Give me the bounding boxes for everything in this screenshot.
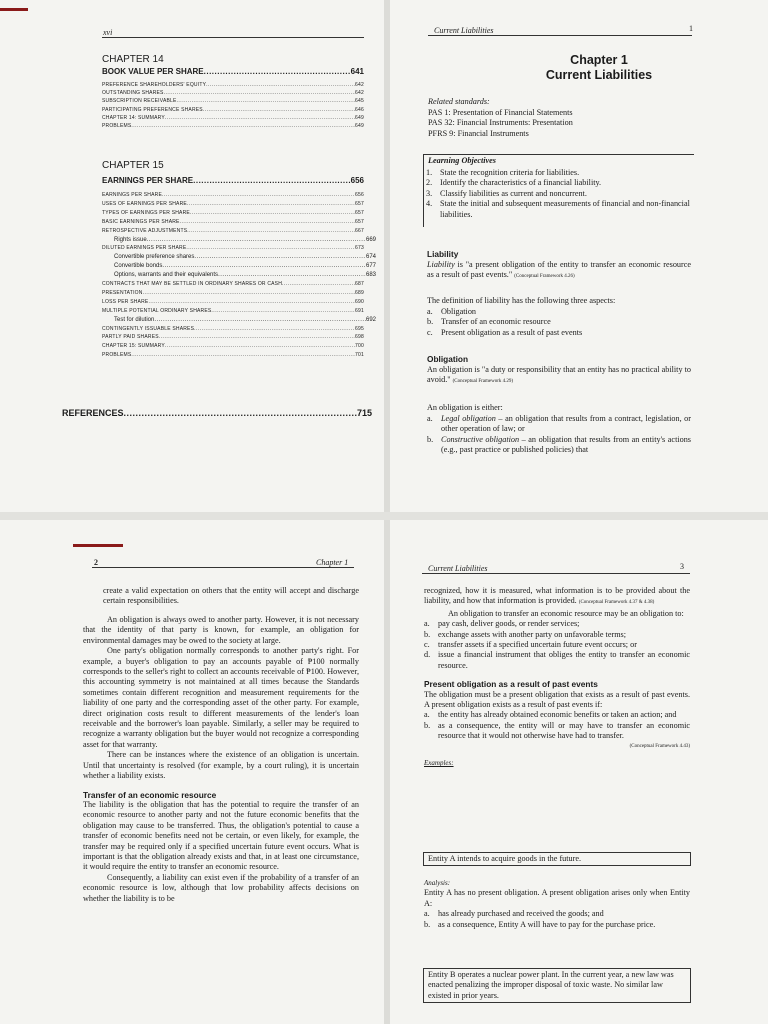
- analysis-block: [424, 878, 690, 930]
- page-number: 3: [680, 562, 684, 571]
- toc-entry: [102, 281, 364, 287]
- running-header: Chapter 1: [316, 558, 349, 567]
- past-event-item: a. the entity has already obtained economic benefits or taken an action; and: [424, 710, 677, 720]
- either-intro: An obligation is either:: [427, 403, 503, 412]
- toc-entry-text: BASIC EARNINGS PER SHARE: [102, 218, 180, 225]
- continuation-paragraph: recognized, how it is measured, what information is to be provided about the liability, and how that information is provided. (Conceptual Framework 4.37 & 4.38): [424, 586, 690, 606]
- toc-entry-text: PREFERENCE SHAREHOLDERS' EQUITY: [102, 82, 207, 88]
- leader-dots: [165, 115, 355, 121]
- leader-dots: [187, 201, 355, 207]
- toc-entry-text: PRESENTATION: [102, 289, 143, 296]
- page-1-body: [390, 240, 768, 512]
- leader-dots: [131, 352, 355, 358]
- toc-entry-text: CHAPTER 14: SUMMARY: [102, 114, 165, 121]
- continuation-paragraph: create a valid expectation on others that the entity will accept and discharge certain responsibilities.: [103, 586, 359, 606]
- leader-dots: [147, 237, 366, 243]
- toc-entry: [102, 254, 376, 260]
- toc-entry-page: 698: [355, 334, 364, 341]
- toc-entry-page: 674: [365, 254, 376, 261]
- header-rule: [422, 573, 690, 574]
- leader-dots: [124, 408, 357, 418]
- toc-entry-page: 687: [355, 281, 364, 287]
- toc-entry-text: LOSS PER SHARE: [102, 298, 149, 305]
- page-flag-mark: [73, 544, 123, 547]
- toc-entry-text: CHAPTER 15: SUMMARY: [102, 343, 165, 350]
- transfer-item: b. exchange assets with another party on unfavorable terms;: [424, 629, 627, 639]
- toc-entry-text: REFERENCES: [62, 408, 124, 418]
- toc-entry-text: Convertible preference shares: [114, 254, 195, 261]
- toc-entry-page: 691: [355, 307, 364, 314]
- header-rule: [102, 37, 364, 38]
- toc-entry-text: PARTLY PAID SHARES: [102, 334, 159, 341]
- paragraph: An obligation is always owed to another party. However, it is not necessary that the identity of that party is known, for example, an obligation for environmental damages may be owed to the society at large.: [83, 615, 359, 645]
- either-list: [427, 414, 691, 456]
- leader-dots: [180, 219, 355, 225]
- past-event-item: b. as a consequence, the entity will or may have to transfer an economic resource that it would not otherwise have had to transfer.: [424, 720, 690, 741]
- learning-objectives-list: [426, 168, 694, 220]
- toc-entry-text: EARNINGS PER SHARE: [102, 192, 163, 198]
- toc-entry: [102, 343, 364, 349]
- transfer-item: d. issue a financial instrument that obliges the entity to transfer an economic resource.: [424, 650, 690, 670]
- running-header: Current Liabilities: [428, 564, 488, 573]
- toc-entry-page: 683: [365, 272, 376, 279]
- toc-entry: [102, 263, 376, 269]
- paragraph: Consequently, a liability can exist even if the probability of a transfer of an economic resource is low, although that low probability affects decisions on whether the liability is to be: [83, 872, 359, 903]
- toc-entry-page: 657: [355, 218, 364, 225]
- analysis-item: a. has already purchased and received the goods; and: [424, 909, 604, 919]
- obligation-type-item: b. Constructive obligation – an obligation that results from an entity's actions (e.g., past practice or published policies) that: [427, 434, 691, 455]
- toc-entry-text: PROBLEMS: [102, 123, 132, 129]
- leader-dots: [204, 67, 351, 76]
- toc-entry: [102, 228, 364, 234]
- toc-entry-text: Test for dilution: [114, 316, 155, 323]
- chapter-title: Current Liabilities: [545, 68, 653, 82]
- toc-entry-text: PARTICIPATING PREFERENCE SHARES: [102, 106, 203, 113]
- transfer-heading: Transfer of an economic resource: [83, 789, 217, 800]
- toc-entry-page: 667: [355, 227, 364, 234]
- toc-entry-text: CONTINGENTLY ISSUABLE SHARES: [102, 325, 195, 332]
- toc-entry: [102, 308, 364, 314]
- past-events-heading: Present obligation as a result of past events: [424, 679, 598, 690]
- objective-item: 3. Classify liabilities as current and noncurrent.: [426, 188, 587, 198]
- analysis-item: b. as a consequence, Entity A will have to pay for the purchase price.: [424, 919, 656, 929]
- toc-entry: [102, 334, 364, 340]
- toc-entry-page: 649: [355, 114, 364, 121]
- toc-entry-page: 642: [355, 90, 364, 97]
- toc-page: [0, 0, 384, 512]
- leader-dots: [211, 308, 355, 314]
- aspect-item: c. Present obligation as a result of past events: [427, 327, 583, 337]
- leader-dots: [203, 107, 355, 113]
- toc-entry: [102, 115, 364, 121]
- toc-entry-text: BOOK VALUE PER SHARE: [102, 67, 204, 76]
- toc-entry-text: CONTRACTS THAT MAY BE SETTLED IN ORDINARY SHARES OR CASH: [102, 281, 283, 287]
- aspect-item: a. Obligation: [427, 307, 477, 316]
- analysis-label: Analysis:: [424, 879, 451, 887]
- toc-entry-text: PROBLEMS: [102, 352, 132, 359]
- past-events-paragraph: The obligation must be a present obligation that exists as a result of past events. A present obligation exists as a result of past events if:: [424, 689, 690, 710]
- leader-dots: [162, 263, 366, 269]
- toc-chapter-14-label: CHAPTER 14: [102, 54, 164, 65]
- toc-entry-page: 690: [355, 298, 364, 305]
- objective-item: 4. State the initial and subsequent measurements of financial and non-financial liabilities.: [426, 199, 690, 219]
- aspect-item: b. Transfer of an economic resource: [427, 317, 551, 327]
- toc-entry-text: DILUTED EARNINGS PER SHARE: [102, 245, 187, 252]
- page-number: 2: [94, 558, 98, 567]
- leader-dots: [194, 254, 366, 260]
- chapter-number: Chapter 1: [570, 53, 628, 67]
- toc-entry-page: 656: [350, 176, 364, 185]
- toc-entry: [102, 219, 364, 225]
- toc-entry: [102, 352, 364, 358]
- page-flag-mark: [0, 8, 28, 11]
- paragraph: The liability is the obligation that has the potential to require the transfer of an economic resource to another party and not the future economic benefits that the obligation may cause to be transferred. Thus, the obligation's potential to cause a transfer of economic benefits need not be certain, or even likely, for example, the transfer may be required only if a specified uncertain future event occurs. What is important is that the obligation already exists and that, in at least one circumstance, it would require the entity to transfer an economic resource.: [83, 799, 359, 872]
- toc-entry-page: 669: [365, 236, 376, 243]
- toc-entry-text: TYPES OF EARNINGS PER SHARE: [102, 209, 190, 216]
- leader-dots: [206, 82, 355, 88]
- leader-dots: [186, 245, 355, 251]
- toc-chapter-15-label: CHAPTER 15: [102, 160, 164, 171]
- leader-dots: [143, 290, 355, 296]
- toc-entry: [102, 290, 364, 296]
- toc-entry-text: EARNINGS PER SHARE: [102, 176, 194, 185]
- page-3-content: [424, 586, 690, 769]
- obligation-type-item: a. Legal obligation – an obligation that results from a contract, legislation, or other operation of law; or: [427, 414, 692, 434]
- toc-entry-text: SUBSCRIPTION RECEIVABLE: [102, 98, 177, 105]
- toc-entry-page: 641: [350, 67, 364, 76]
- leader-dots: [154, 317, 366, 323]
- toc-entry: [102, 67, 364, 76]
- toc-entry-page: 673: [355, 245, 364, 252]
- obligation-definition: An obligation is "a duty or responsibility that an entity has no practical ability to avoid." (Conceptual Framework 4.29): [427, 365, 691, 385]
- toc-entry-page: 645: [355, 98, 364, 105]
- toc-entry: [102, 90, 364, 96]
- page-2: [0, 520, 384, 1024]
- paragraph: One party's obligation normally corresponds to another party's right. For example, a buyer's obligation to pay an accounts payable of ₱100 normally corresponds to the seller's right to collect an accounts receivable of ₱100. However, this accounting symmetry is not maintained at all times because the Standards sometimes contain different recognition and measurement requirements for the liability of one party and the corresponding asset of the other party. For example, direct origination costs result to different measurements of the lender's loan receivable and the borrower's loan payable. Similarly, a seller may be required to recognize a warranty obligation but the buyer would not recognize a corresponding asset for that warranty.: [83, 646, 359, 749]
- standard-item: PFRS 9: Financial Instruments: [428, 128, 529, 138]
- page-number: 1: [689, 24, 693, 33]
- leader-dots: [190, 210, 355, 216]
- obligation-heading: Obligation: [427, 354, 469, 364]
- leader-dots: [165, 343, 355, 349]
- leader-dots: [218, 272, 366, 278]
- liability-heading: Liability: [427, 249, 459, 259]
- header-rule: [428, 35, 692, 36]
- toc-entry-page: 692: [365, 316, 376, 323]
- toc-entry-text: Convertible bonds: [114, 263, 163, 270]
- aspects-list: [427, 307, 691, 338]
- toc-entry: [102, 192, 364, 198]
- objective-item: 2. Identify the characteristics of a financial liability.: [426, 178, 602, 188]
- toc-entry-text: MULTIPLE POTENTIAL ORDINARY SHARES: [102, 307, 212, 314]
- paragraph: There can be instances where the existence of an obligation is uncertain. Until that uncertainty is resolved (for example, by a court ruling), it is uncertain whether a liability exists.: [83, 750, 359, 781]
- toc-entry: [102, 176, 364, 185]
- leader-dots: [164, 90, 355, 96]
- leader-dots: [131, 123, 355, 129]
- header-rule: [92, 567, 354, 568]
- toc-entry: [102, 326, 364, 332]
- analysis-text: Entity A has no present obligation. A present obligation arises only when Entity A:: [424, 888, 690, 908]
- toc-references-entry: [62, 408, 372, 418]
- leader-dots: [159, 334, 355, 340]
- related-standards-label: Related standards:: [428, 97, 490, 106]
- toc-entry: [102, 123, 364, 129]
- toc-entry-page: 646: [355, 106, 364, 113]
- standard-item: PAS 1: Presentation of Financial Statements: [428, 108, 573, 117]
- transfer-intro: An obligation to transfer an economic resource may be an obligation to:: [448, 608, 684, 618]
- toc-entry: [102, 299, 364, 305]
- scan-gap: [0, 512, 768, 520]
- toc-entry-page: 649: [355, 123, 364, 129]
- toc-entry-text: Options, warrants and their equivalents: [114, 272, 219, 279]
- leader-dots: [187, 228, 355, 234]
- transfer-item: a. pay cash, deliver goods, or render services;: [424, 619, 580, 629]
- toc-entry: [102, 272, 376, 278]
- leader-dots: [282, 281, 355, 287]
- toc-entry: [102, 82, 364, 88]
- standard-item: PAS 32: Financial Instruments: Presentation: [428, 118, 573, 128]
- toc-entry: [102, 98, 364, 104]
- page-2-paragraphs: [83, 615, 359, 904]
- toc-entry: [102, 237, 376, 243]
- aspects-intro: The definition of liability has the following three aspects:: [427, 296, 616, 305]
- toc-entry-page: 642: [355, 82, 364, 88]
- learning-objectives-box: [423, 154, 694, 227]
- toc-entry-page: 657: [355, 200, 364, 207]
- leader-dots: [177, 98, 356, 104]
- toc-entry-text: Rights issue: [114, 236, 147, 243]
- page-header-number: xvi: [103, 28, 113, 37]
- example-1-box: Entity A intends to acquire goods in the future.: [423, 852, 691, 866]
- leader-dots: [148, 299, 355, 305]
- toc-entry: [102, 107, 364, 113]
- toc-entry-page: 657: [355, 209, 364, 216]
- toc-entry-page: 700: [355, 343, 364, 350]
- leader-dots: [194, 326, 355, 332]
- page-3: [390, 520, 768, 1024]
- transfer-item: c. transfer assets if a specified uncertain future event occurs; or: [424, 640, 637, 650]
- toc-entry-text: RETROSPECTIVE ADJUSTMENTS: [102, 227, 188, 234]
- toc-entry: [102, 317, 376, 323]
- running-header: Current Liabilities: [434, 26, 494, 35]
- toc-entry-page: 695: [355, 325, 364, 332]
- standards-list: [428, 108, 698, 139]
- liability-definition: Liability is "a present obligation of the entity to transfer an economic resource as a result of past events." (Conceptual Framework 4.26): [427, 260, 692, 280]
- example-2-box: Entity B operates a nuclear power plant. In the current year, a new law was enacted penalizing the improper disposal of toxic waste. No similar law existed in prior years.: [423, 968, 691, 1003]
- citation: (Conceptual Framework 4.43): [629, 743, 690, 749]
- toc-entry-text: USES OF EARNINGS PER SHARE: [102, 200, 187, 207]
- leader-dots: [162, 192, 355, 198]
- leader-dots: [193, 176, 351, 185]
- toc-entry-text: OUTSTANDING SHARES: [102, 90, 164, 97]
- toc-entry-page: 677: [365, 263, 376, 270]
- examples-label: Examples:: [424, 759, 454, 768]
- learning-objectives-title: Learning Objectives: [428, 156, 496, 165]
- toc-entry-page: 689: [355, 289, 364, 296]
- toc-entry-page: 656: [355, 192, 364, 198]
- toc-entry: [102, 245, 364, 251]
- objective-item: 1. State the recognition criteria for liabilities.: [426, 168, 580, 177]
- toc-entry: [102, 210, 364, 216]
- toc-entry-page: 701: [355, 352, 364, 359]
- toc-entry: [102, 201, 364, 207]
- toc-entry-page: 715: [356, 408, 372, 418]
